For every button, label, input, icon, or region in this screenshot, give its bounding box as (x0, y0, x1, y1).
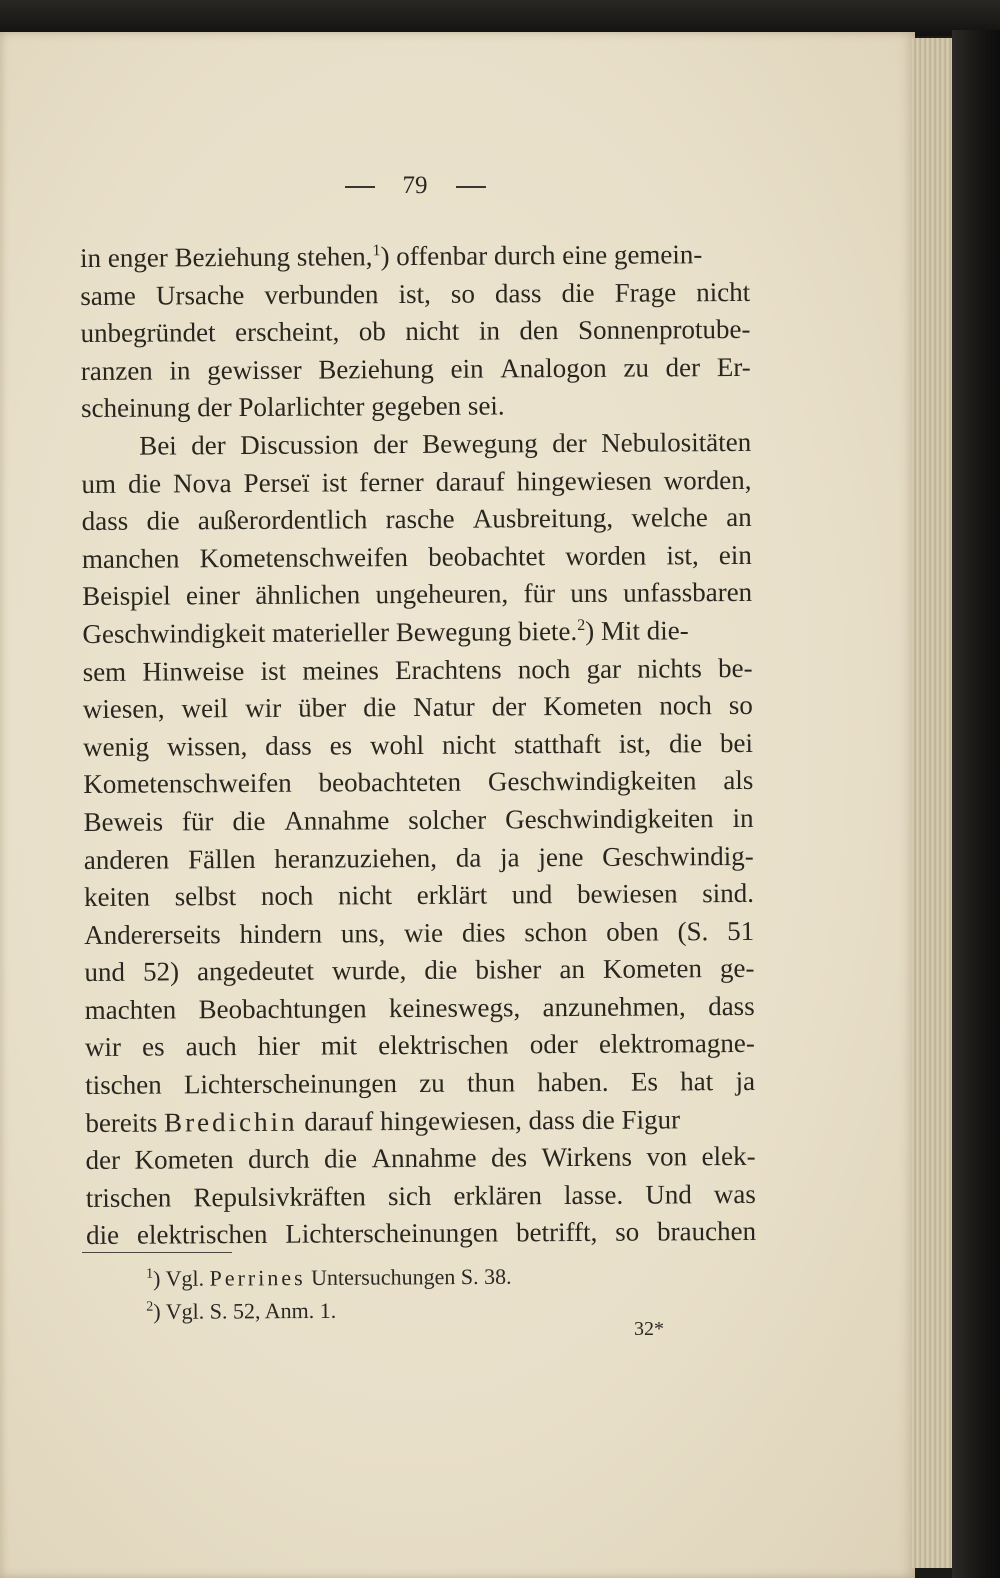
text-line: anderen Fällen heranzuziehen, da ja jene Geschwindig- (83, 840, 754, 875)
text-line: scheinung der Polarlichter gegeben sei. (80, 390, 505, 424)
text-line: Kometenschweifen beobachteten Geschwindigkeiten als (83, 765, 754, 800)
text-line: keiten selbst noch nicht erklärt und bewiesen sind. (83, 877, 755, 913)
text-line: ranzen in gewisser Beziehung ein Analogon zu der Er- (80, 351, 751, 386)
footnote-ref: 1 (372, 242, 381, 260)
text-line: bereits Bredichin darauf hingewiesen, dass die Figur (85, 1104, 681, 1138)
book-binding (952, 30, 1000, 1578)
page-header (80, 172, 750, 200)
header-dash-right (456, 186, 486, 188)
author-name-spaced: Bredichin (164, 1106, 298, 1138)
text-line: und 52) angedeutet wurde, die bisher an Kometen ge- (84, 953, 755, 988)
page-number: 79 (402, 172, 428, 199)
text-line: wiesen, weil wir über die Natur der Kometen noch so (82, 690, 753, 725)
text-line: in enger Beziehung stehen,$^1$) offenbar durch eine gemein- (80, 239, 703, 273)
text-line: um die Nova Perseï ist ferner darauf hingewiesen worden, (81, 464, 752, 499)
text-line: die elektrischen Lichterscheinungen betrifft, so brauchen (85, 1216, 757, 1251)
text-line: Bei der Discussion der Bewegung der Nebulositäten (139, 426, 752, 461)
text-line: Beispiel einer ähnlichen ungeheuren, für uns unfassbaren (82, 577, 753, 612)
text-line: dass die außerordentlich rasche Ausbreitung, welche an (81, 502, 752, 537)
text-line: Geschwindigkeit materieller Bewegung biete.$^2$) Mit die- (82, 615, 689, 649)
page-edges (912, 38, 952, 1568)
footnote-ref: 2 (577, 616, 586, 634)
footnote-2: $^2$) Vgl. S. 52, Anm. 1. (146, 1297, 337, 1324)
text-line: tischen Lichterscheinungen zu thun haben. Es hat ja (85, 1065, 756, 1101)
footnote-rule (82, 1252, 232, 1253)
text-line: unbegründet erscheint, ob nicht in den Sonnenprotube- (80, 314, 751, 349)
text-line: manchen Kometenschweifen beobachtet worden ist, ein (81, 539, 752, 574)
text-line: machten Beobachtungen keineswegs, anzunehmen, dass (84, 990, 755, 1025)
text-line: der Kometen durch die Annahme des Wirkens von elek- (85, 1141, 756, 1176)
text-line: wenig wissen, dass es wohl nicht statthaft ist, die bei (83, 727, 754, 762)
signature-mark: 32* (634, 1318, 664, 1340)
footnote-1: $^1$) Vgl. Perrines Untersuchungen S. 38. (146, 1263, 512, 1291)
text-line: sem Hinweise ist meines Erachtens noch gar nichts be- (82, 652, 753, 687)
text-line: trischen Repulsivkräften sich erklären lasse. Und was (85, 1178, 756, 1213)
header-dash-left (345, 186, 375, 188)
text-line: Andererseits hindern uns, wie dies schon oben (S. 51 (84, 915, 755, 950)
text-line: Beweis für die Annahme solcher Geschwindigkeiten in (83, 802, 754, 837)
body-text (80, 236, 756, 1255)
text-line: wir es auch hier mit elektrischen oder elektromagne- (84, 1028, 755, 1063)
text-line: same Ursache verbunden ist, so dass die Frage nicht (80, 276, 751, 311)
book-top-edge (0, 0, 1000, 36)
